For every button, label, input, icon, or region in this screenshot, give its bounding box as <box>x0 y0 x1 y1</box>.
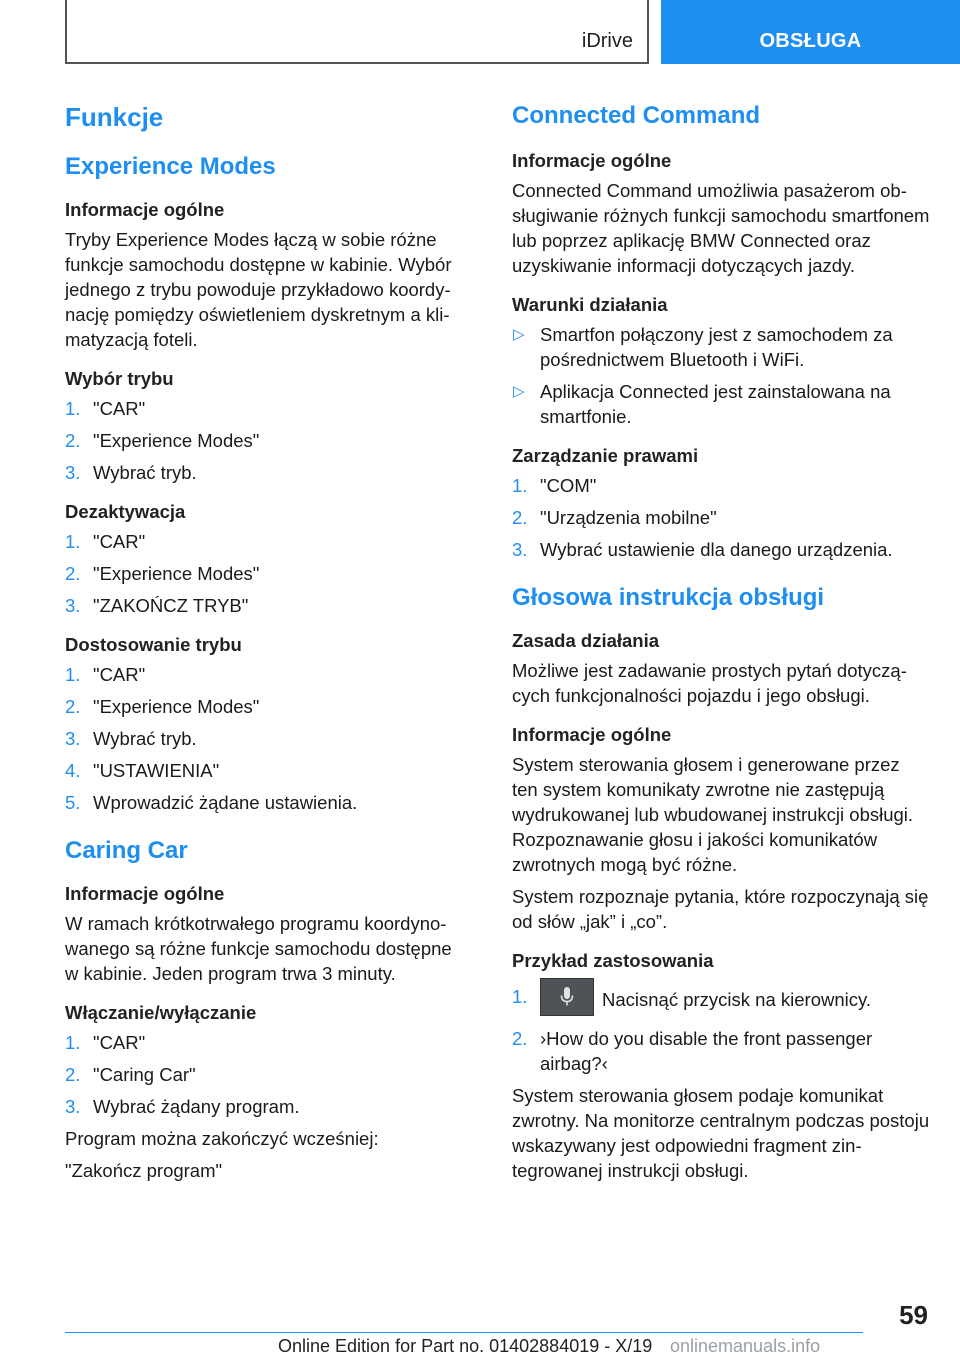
list-item: 3. Wybrać żądany program. <box>65 1096 300 1117</box>
triangle-bullet-icon: ▷ <box>513 326 525 343</box>
list-item: ▷ Aplikacja Connected jest zainstalowana na smartfonie. <box>513 381 891 427</box>
voice-general-text-1: System sterowania głosem i generowane przez ten system komunikaty zwrotne nie zastępują wydrukowanej lub wbudowanej instrukcji obsługi. Rozpoznawanie głosu i jakości komunikatów zwrotnych mogą być różne. <box>512 754 914 875</box>
example-heading: Przykład zastosowania <box>512 950 714 971</box>
caring-general-text: W ramach krótkotrwałego programu koordynowanego są różne funkcje samochodu dostępne w kabinie. Jeden program trwa 3 minuty. <box>65 913 452 984</box>
list-item: 3. Wybrać tryb. <box>65 728 197 749</box>
voice-button-image <box>540 978 594 1016</box>
list-item: 2. ›How do you disable the front passenger airbag?‹ <box>512 1028 873 1074</box>
voice-general-heading: Informacje ogólne <box>512 724 672 745</box>
header-frame <box>65 0 649 64</box>
select-mode-steps <box>65 396 465 485</box>
customize-steps <box>65 662 465 815</box>
list-item: 2. "Experience Modes" <box>65 563 260 584</box>
deactivate-heading: Dezaktywacja <box>65 501 186 522</box>
list-item: 2. "Experience Modes" <box>65 430 260 451</box>
list-item: 3. Wybrać tryb. <box>65 462 197 483</box>
page-number: 59 <box>899 1300 928 1330</box>
rights-heading: Zarządzanie prawami <box>512 445 699 466</box>
list-item: 1. "CAR" <box>65 1032 146 1053</box>
list-item: 2. "Urządzenia mobilne" <box>512 507 717 528</box>
microphone-icon <box>560 987 574 1007</box>
footer-edition: Online Edition for Part no. 01402884019 - X/19 <box>278 1336 653 1356</box>
example-steps <box>512 978 930 1076</box>
caring-end-value: "Zakończ program" <box>65 1160 223 1181</box>
list-item: 2. "Caring Car" <box>65 1064 196 1085</box>
connected-general-heading: Informacje ogólne <box>512 150 672 171</box>
list-item: 4. "USTAWIENIA" <box>65 760 220 781</box>
list-item: ▷ Smartfon połączony jest z samochodem za pośrednictwem Bluetooth i WiFi. <box>513 324 893 370</box>
connected-command-heading: Connected Command <box>512 102 761 129</box>
footer-watermark: onlinemanuals.info <box>670 1336 821 1356</box>
customize-heading: Dostosowanie trybu <box>65 634 242 655</box>
header-chapter-tab <box>661 0 960 64</box>
principle-text: Możliwe jest zadawanie prostych pytań dotyczących funkcjonalności pojazdu i jego obsługi. <box>512 660 907 706</box>
rights-steps <box>512 473 930 562</box>
list-item: 1. Nacisnąć przycisk na kierownicy. <box>512 978 930 1019</box>
list-item: 1. "CAR" <box>65 531 146 552</box>
list-item: 1. "COM" <box>512 475 597 496</box>
deactivate-steps <box>65 529 465 618</box>
list-item: 2. "Experience Modes" <box>65 696 260 717</box>
connected-general-text: Connected Command umożliwia pasażerom obsługiwanie różnych funkcji samochodu smartfonem lub poprzez aplikację BMW Connected oraz uzyskiwanie informacji dotyczących jazdy. <box>512 180 930 276</box>
page-header <box>0 0 960 66</box>
caring-end-text: Program można zakończyć wcześniej: <box>65 1128 379 1149</box>
list-item: 1. "CAR" <box>65 398 146 419</box>
select-mode-heading: Wybór trybu <box>65 368 174 389</box>
voice-general-text-2: System rozpoznaje pytania, które rozpoczynają się od słów „jak” i „co”. <box>512 886 929 932</box>
voice-manual-heading: Głosowa instrukcja obsługi <box>512 584 825 611</box>
list-item: 5. Wprowadzić żądane ustawienia. <box>65 792 358 813</box>
list-item: 3. "ZAKOŃCZ TRYB" <box>65 595 249 616</box>
experience-general-text: Tryby Experience Modes łączą w sobie różne funkcje samochodu dostępne w kabinie. Wybór jednego z trybu powoduje przykładowo koordynację pomiędzy oświetleniem dyskretnym a klimatyzacją foteli. <box>65 229 452 350</box>
principle-heading: Zasada działania <box>512 630 660 651</box>
toggle-steps <box>65 1030 465 1119</box>
experience-modes-heading: Experience Modes <box>65 153 276 180</box>
experience-general-heading: Informacje ogólne <box>65 199 225 220</box>
right-column <box>512 100 930 1199</box>
header-section-label: iDrive <box>581 30 633 52</box>
caring-car-heading: Caring Car <box>65 837 188 864</box>
left-column <box>65 100 465 1199</box>
list-item: 1. "CAR" <box>65 664 146 685</box>
page-title: Funkcje <box>65 102 164 132</box>
header-chapter-label: OBSŁUGA <box>759 30 862 52</box>
example-text: System sterowania głosem podaje komunikat zwrotny. Na monitorze centralnym podczas postoju wskazywany jest odpowiedni fragment zintegrowanej instrukcji obsługi. <box>512 1085 930 1181</box>
conditions-heading: Warunki działania <box>512 294 668 315</box>
footer-divider <box>65 1332 863 1333</box>
toggle-heading: Włączanie/wyłączanie <box>65 1002 257 1023</box>
list-item: 3. Wybrać ustawienie dla danego urządzenia. <box>512 539 893 560</box>
triangle-bullet-icon: ▷ <box>513 383 525 400</box>
conditions-list <box>512 322 930 429</box>
caring-general-heading: Informacje ogólne <box>65 883 225 904</box>
